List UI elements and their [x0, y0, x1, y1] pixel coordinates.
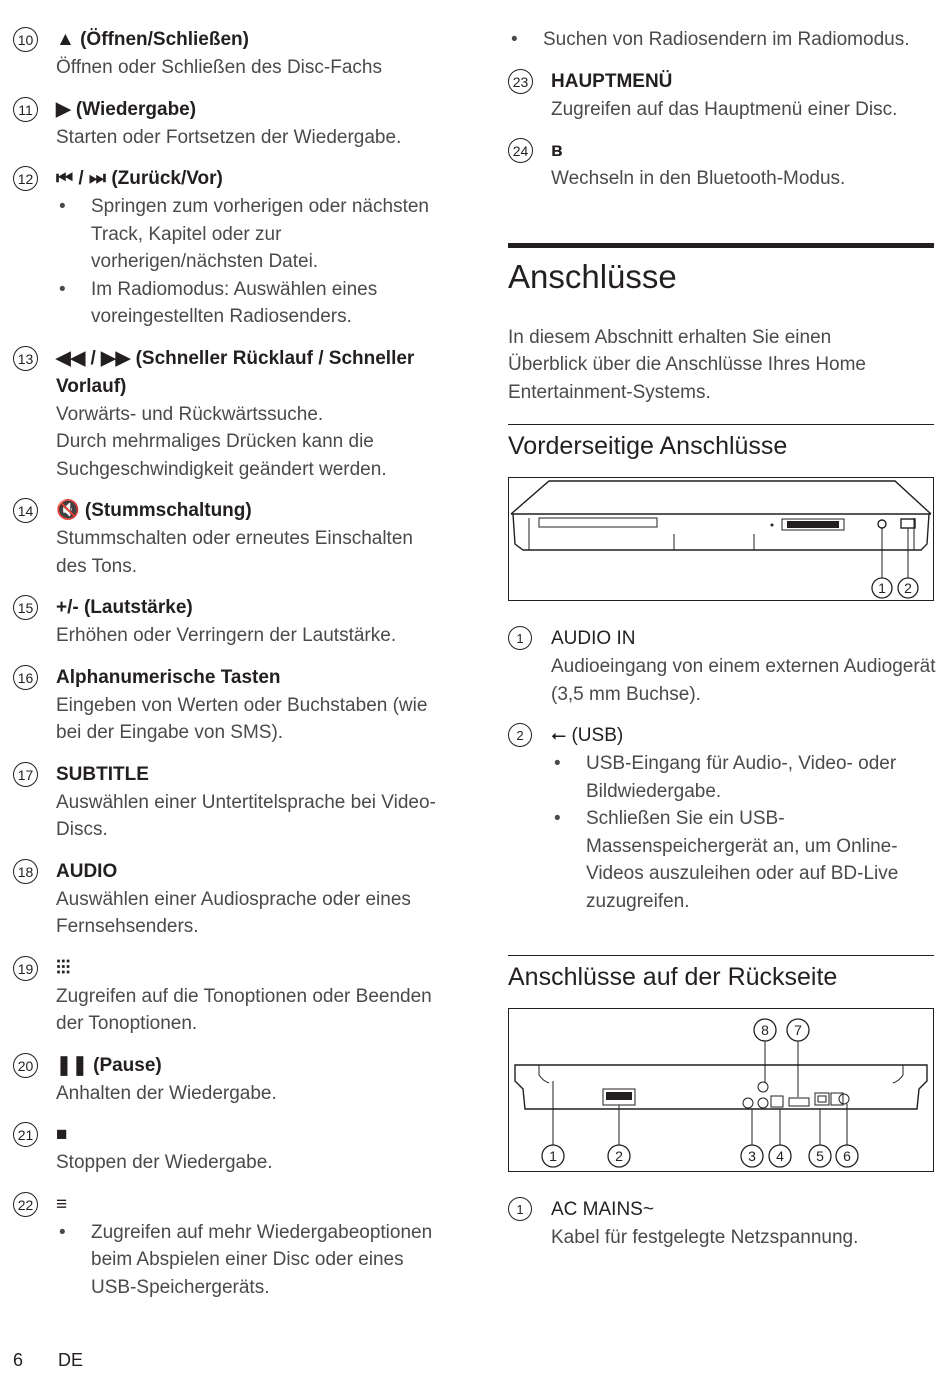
bullet-item: • USB-Eingang für Audio-, Video- oder Bildwiedergabe.: [551, 750, 936, 805]
rear-callout: 4: [776, 1148, 784, 1164]
front-heading: Vorderseitige Anschlüsse: [508, 432, 788, 460]
rear-callout: 2: [615, 1148, 623, 1164]
front-items: [508, 625, 936, 915]
page-number: 6: [13, 1350, 24, 1370]
list-item: [13, 1191, 443, 1302]
list-item: [508, 68, 936, 124]
item-title: SUBTITLE: [56, 763, 149, 785]
list-item: [13, 96, 443, 152]
item-title: ◀◀ / ▶▶ (Schneller Rücklauf / Schneller Vorlauf): [56, 347, 415, 397]
item-number: 10: [13, 27, 38, 52]
item-description: Zugreifen auf das Hauptmenü einer Disc.: [551, 98, 898, 120]
item-number: 17: [13, 762, 38, 787]
list-item: • Suchen von Radiosendern im Radiomodus.: [508, 26, 936, 54]
item-number: 22: [13, 1192, 38, 1217]
rear-callout: 5: [816, 1148, 824, 1164]
item-description: Wechseln in den Bluetooth-Modus.: [551, 168, 846, 189]
item-title: AUDIO: [56, 860, 118, 882]
item-description: Anhalten der Wiedergabe.: [56, 1082, 277, 1104]
item-number: 12: [13, 166, 38, 191]
rear-items: [508, 1196, 936, 1252]
rear-callout: 7: [794, 1022, 802, 1038]
item-description: Durch mehrmaliges Drücken kann die Suchgeschwindigkeit geändert werden.: [56, 431, 387, 480]
page-footer: [13, 1350, 83, 1371]
front-callout: 2: [904, 580, 912, 596]
item-description: Erhöhen oder Verringern der Lautstärke.: [56, 625, 397, 646]
section-intro: In diesem Abschnitt erhalten Sie einen Überblick über die Anschlüsse Ihres Home Entertainment-Systems.: [508, 326, 867, 403]
rear-panel-illustration: [509, 1009, 933, 1171]
item-number: 14: [13, 498, 38, 523]
front-panel-figure: [508, 477, 934, 601]
item-number: 16: [13, 665, 38, 690]
bullet-item: • Im Radiomodus: Auswählen eines voreingestellten Radiosenders.: [56, 276, 443, 331]
bullet-list: [551, 750, 936, 915]
list-item: [13, 761, 443, 844]
item-description: Starten oder Fortsetzen der Wiedergabe.: [56, 126, 402, 148]
item-description: Stummschalten oder erneutes Einschalten des Tons.: [56, 528, 413, 577]
item-description: Audioeingang von einem externen Audiogerät (3,5 mm Buchse).: [551, 656, 936, 705]
item-description: Vorwärts- und Rückwärtssuche.: [56, 403, 324, 425]
item-title: AC MAINS~: [551, 1199, 654, 1220]
list-item: [13, 594, 443, 650]
svg-text:.: .: [864, 501, 865, 505]
front-callout: 1: [878, 580, 886, 596]
rear-callout: 6: [843, 1148, 851, 1164]
item-number: 1: [508, 1197, 532, 1221]
item-title: Alphanumerische Tasten: [56, 666, 281, 688]
item-title: ▶ (Wiedergabe): [56, 98, 197, 120]
list-item: [13, 664, 443, 747]
list-item: [13, 497, 443, 580]
rear-heading: Anschlüsse auf der Rückseite: [508, 963, 838, 991]
rear-callout: 8: [761, 1022, 769, 1038]
list-item: [508, 137, 936, 193]
item-title: +/- (Lautstärke): [56, 597, 193, 618]
right-items: [508, 68, 936, 193]
rear-callout: 1: [549, 1148, 557, 1164]
item-title: ❚❚ (Pause): [56, 1054, 162, 1076]
list-item: [13, 165, 443, 331]
item-description: Kabel für festgelegte Netzspannung.: [551, 1227, 859, 1248]
list-item: [13, 858, 443, 941]
list-item: [13, 26, 443, 82]
list-item: [13, 1121, 443, 1177]
right-top-bullets: [508, 26, 936, 54]
item-number: 15: [13, 595, 38, 620]
item-title: ⭠ (USB): [551, 725, 624, 746]
item-number: 24: [508, 138, 533, 163]
item-number: 13: [13, 346, 38, 371]
rear-panel-figure: [508, 1008, 934, 1172]
item-number: 20: [13, 1053, 38, 1078]
right-column: [508, 26, 936, 1266]
item-number: 18: [13, 859, 38, 884]
item-number: 19: [13, 956, 38, 981]
list-item: [508, 1196, 936, 1252]
item-description: Zugreifen auf die Tonoptionen oder Beenden der Tonoptionen.: [56, 985, 432, 1034]
page-language: DE: [58, 1350, 84, 1370]
item-number: 1: [508, 626, 532, 650]
item-title: ⫶⫶⫶: [56, 957, 71, 979]
front-panel-illustration: [509, 478, 933, 600]
list-item: [13, 345, 443, 484]
list-item: [508, 722, 936, 915]
item-title: AUDIO IN: [551, 628, 636, 649]
item-title: ■: [56, 1124, 68, 1145]
item-description: Auswählen einer Audiosprache oder eines Fernsehsenders.: [56, 888, 411, 937]
bullet-list: [56, 193, 443, 331]
item-description: Öffnen oder Schließen des Disc-Fachs: [56, 57, 382, 78]
item-number: 11: [13, 97, 38, 122]
item-description: Auswählen einer Untertitelsprache bei Video-Discs.: [56, 791, 436, 840]
list-item: [508, 625, 936, 708]
item-description: Eingeben von Werten oder Buchstaben (wie bei der Eingabe von SMS).: [56, 694, 428, 743]
item-description: Stoppen der Wiedergabe.: [56, 1152, 273, 1173]
item-title: ⏮ / ⏭ (Zurück/Vor): [56, 168, 223, 189]
section-title: Anschlüsse: [508, 257, 677, 295]
bullet-item: • Schließen Sie ein USB-Massenspeichergerät an, um Online-Videos auszuleihen oder auf BD-Live zuzugreifen.: [551, 805, 936, 915]
item-title: 🔇 (Stummschaltung): [56, 500, 252, 521]
list-item: [13, 1052, 443, 1108]
bullet-list: [56, 1219, 443, 1302]
item-number: 23: [508, 69, 533, 94]
item-title: ▲ (Öffnen/Schließen): [56, 29, 249, 50]
item-number: 2: [508, 723, 532, 747]
bullet-item: • Zugreifen auf mehr Wiedergabeoptionen beim Abspielen einer Disc oder eines USB-Speichergeräts.: [56, 1219, 443, 1302]
item-title: ʙ: [551, 140, 563, 161]
item-title: HAUPTMENÜ: [551, 70, 673, 92]
rear-callout: 3: [748, 1148, 756, 1164]
list-item: [13, 955, 443, 1038]
item-title: ≡: [56, 1193, 68, 1215]
bullet-item: • Springen zum vorherigen oder nächsten Track, Kapitel oder zur vorherigen/nächsten Datei.: [56, 193, 443, 276]
left-column: [13, 26, 443, 1315]
item-number: 21: [13, 1122, 38, 1147]
